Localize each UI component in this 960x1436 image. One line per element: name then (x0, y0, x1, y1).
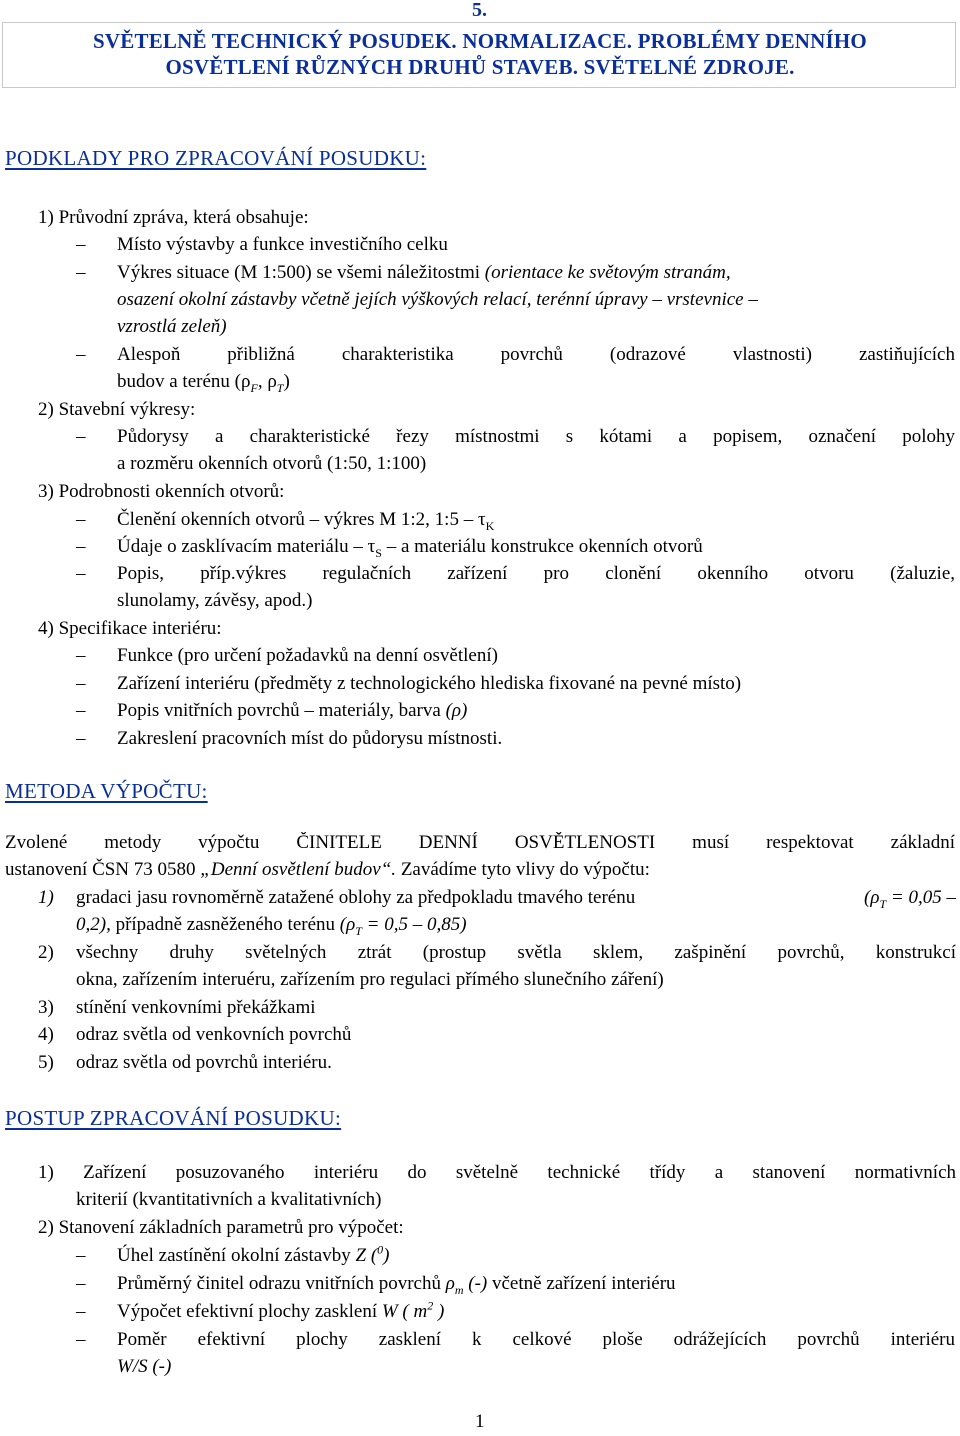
postup-bullet-1-text: Úhel zastínění okolní zástavby (117, 1245, 351, 1266)
postup-bullet-2 (117, 1273, 676, 1295)
postup-bullet-2-text: Průměrný činitel odrazu vnitřních povrchů (117, 1273, 441, 1294)
item-3-label: 3) Podrobnosti okenních otvorů: (38, 481, 285, 502)
metoda-item-2-line-1: všechny druhy světelných ztrát (prostup světla sklem, zašpinění povrchů, konstrukcí (76, 942, 956, 963)
section-heading-metoda: METODA VÝPOČTU: (5, 779, 208, 803)
bullet-dash: – (76, 728, 86, 749)
item-3-bullet-1 (117, 509, 494, 531)
postup-bullet-3-symbol: W ( m (381, 1301, 428, 1322)
metoda-item-4: odraz světla od venkovních povrchů (76, 1024, 352, 1045)
subscript-t: T (879, 896, 887, 911)
postup-bullet-1 (117, 1242, 390, 1267)
postup-bullet-4-line-2: W/S (-) (117, 1356, 172, 1377)
bullet-dash: – (76, 645, 86, 666)
chapter-number: 5. (472, 0, 487, 21)
section-heading-postup: POSTUP ZPRACOVÁNÍ POSUDKU: (5, 1106, 342, 1130)
item-1-label: 1) Průvodní zpráva, která obsahuje: (38, 207, 309, 228)
rho-symbol: (ρ (864, 887, 880, 908)
metoda-intro-text: ustanovení ČSN 73 0580 (5, 859, 196, 880)
bullet-dash: – (76, 262, 86, 283)
item-2-bullet-1-line-1: Půdorysy a charakteristické řezy místnostmi s kótami a popisem, označení polohy (117, 426, 955, 447)
superscript-2: 2 (427, 1298, 434, 1313)
metoda-item-3-num: 3) (38, 997, 54, 1018)
postup-bullet-1-end: ) (383, 1245, 390, 1266)
metoda-item-1-num: 1) (38, 887, 54, 908)
item-2-bullet-1-line-2: a rozměru okenních otvorů (1:50, 1:100) (117, 453, 427, 474)
item-3-bullet-2-text-2: – a materiálu konstrukce okenních otvorů (381, 536, 703, 557)
metoda-item-1-text: gradaci jasu rovnoměrně zatažené oblohy za předpokladu tmavého terénu (76, 887, 636, 908)
postup-bullet-3 (117, 1298, 445, 1323)
metoda-intro-text-2: Zavádíme tyto vlivy do výpočtu: (400, 859, 650, 880)
item-3-bullet-1-text: Členění okenních otvorů – výkres M 1:2, 1:5 – τ (117, 509, 486, 530)
item-1-bullet-3-line-1: Alespoň přibližná charakteristika povrchů (odrazové vlastnosti) zastiňujících (117, 344, 955, 365)
bullet-dash: – (76, 509, 86, 530)
item-1-bullet-2-line-1 (117, 262, 731, 284)
item-4-bullet-3 (117, 700, 467, 722)
metoda-item-3: stínění venkovními překážkami (76, 997, 316, 1018)
bullet-dash: – (76, 563, 86, 584)
item-3-bullet-2-text: Údaje o zasklívacím materiálu – τ (117, 536, 376, 557)
bullet-dash: – (76, 536, 86, 557)
postup-bullet-2-text-2: včetně zařízení interiéru (492, 1273, 676, 1294)
metoda-item-1-text-2: případně zasněženého terénu (115, 914, 336, 935)
item-3-bullet-3-line-1: Popis, příp.výkres regulačních zařízení pro clonění okenního otvoru (žaluzie, (117, 563, 955, 584)
metoda-item-1-value: = 0,05 – (886, 887, 956, 908)
postup-item-1-line-1: 1) Zařízení posuzovaného interiéru do světelně technické třídy a stanovení normativních (38, 1162, 956, 1183)
item-3-bullet-2 (117, 536, 703, 558)
item-4-bullet-1: Funkce (pro určení požadavků na denní osvětlení) (117, 645, 498, 666)
metoda-intro-italic: „Denní osvětlení budov“. (200, 859, 397, 880)
title-line-2: OSVĚTLENÍ RŮZNÝCH DRUHŮ STAVEB. SVĚTELNÉ ZDROJE. (165, 55, 795, 79)
bullet-dash: – (76, 344, 86, 365)
bullet-dash: – (76, 1301, 86, 1322)
postup-bullet-3-end: ) (438, 1301, 445, 1322)
metoda-item-2-line-2: okna, zařízením interuéru, zařízením pro regulaci přímého slunečního záření) (76, 969, 664, 990)
title-line-1: SVĚTELNĚ TECHNICKÝ POSUDEK. NORMALIZACE. PROBLÉMY DENNÍHO (93, 29, 867, 53)
item-4-bullet-2: Zařízení interiéru (předměty z technologického hlediska fixované na pevné místo) (117, 673, 742, 694)
metoda-intro-line-2 (5, 859, 650, 881)
postup-item-2-label: 2) Stanovení základních parametrů pro výpočet: (38, 1217, 404, 1238)
metoda-item-1-value-3: = 0,5 – 0,85) (361, 914, 467, 935)
metoda-intro-line-1: Zvolené metody výpočtu ČINITELE DENNÍ OSVĚTLENOSTI musí respektovat základní (5, 832, 955, 853)
item-4-bullet-3-italic: (ρ) (445, 700, 468, 721)
rho-symbol: (ρ (339, 914, 356, 935)
section-heading-podklady: PODKLADY PRO ZPRACOVÁNÍ POSUDKU: (5, 146, 427, 170)
item-4-bullet-3-text: Popis vnitřních povrchů – materiály, barva (117, 700, 441, 721)
bullet-dash: – (76, 673, 86, 694)
subscript-t: T (355, 923, 362, 938)
postup-bullet-1-symbol: Z ( (355, 1245, 378, 1266)
metoda-item-4-num: 4) (38, 1024, 54, 1045)
item-1-bullet-1: Místo výstavby a funkce investičního celku (117, 234, 448, 255)
item-1-bullet-2-italic: (orientace ke světovým stranám, (484, 262, 731, 283)
item-4-label: 4) Specifikace interiéru: (38, 618, 222, 639)
subscript-s: S (375, 545, 382, 560)
item-1-bullet-3-mid: , ρ (257, 371, 277, 392)
item-1-bullet-2-line-3: vzrostlá zeleň) (117, 316, 227, 337)
bullet-dash: – (76, 426, 86, 447)
item-1-bullet-3-line-2 (117, 371, 290, 393)
subscript-k: K (485, 518, 495, 533)
item-3-bullet-3-line-2: slunolamy, závěsy, apod.) (117, 590, 313, 611)
item-1-bullet-2-text: Výkres situace (M 1:500) se všemi náležitostmi (117, 262, 481, 283)
postup-bullet-2-unit: (-) (468, 1273, 488, 1294)
bullet-dash: – (76, 1273, 86, 1294)
bullet-dash: – (76, 234, 86, 255)
item-1-bullet-3-suffix: ) (283, 371, 290, 392)
bullet-dash: – (76, 1329, 86, 1350)
metoda-item-1-line-1 (76, 887, 956, 909)
metoda-item-1-value-2: 0,2), (76, 914, 111, 935)
item-1-bullet-2-line-2: osazení okolní zástavby včetně jejích výškových relací, terénní úpravy – vrstevnice – (117, 289, 758, 310)
rho-symbol: ρ (445, 1273, 455, 1294)
metoda-item-2-num: 2) (38, 942, 54, 963)
item-2-label: 2) Stavební výkresy: (38, 399, 196, 420)
subscript-m: m (454, 1282, 464, 1297)
subscript-f: F (250, 380, 258, 395)
bullet-dash: – (76, 700, 86, 721)
subscript-t: T (276, 380, 284, 395)
page-number: 1 (475, 1411, 485, 1432)
item-4-bullet-4: Zakreslení pracovních míst do půdorysu místnosti. (117, 728, 503, 749)
postup-bullet-3-text: Výpočet efektivní plochy zasklení (117, 1301, 378, 1322)
item-1-bullet-3-prefix: budov a terénu (ρ (117, 371, 251, 392)
superscript-degree: 0 (377, 1242, 384, 1257)
postup-bullet-4-line-1: Poměr efektivní plochy zasklení k celkové ploše odrážejících povrchů interiéru (117, 1329, 955, 1350)
metoda-item-1-line-2 (76, 914, 467, 936)
metoda-item-5-num: 5) (38, 1052, 54, 1073)
bullet-dash: – (76, 1245, 86, 1266)
metoda-item-5: odraz světla od povrchů interiéru. (76, 1052, 332, 1073)
postup-item-1-line-2: kriterií (kvantitativních a kvalitativních) (76, 1189, 382, 1210)
